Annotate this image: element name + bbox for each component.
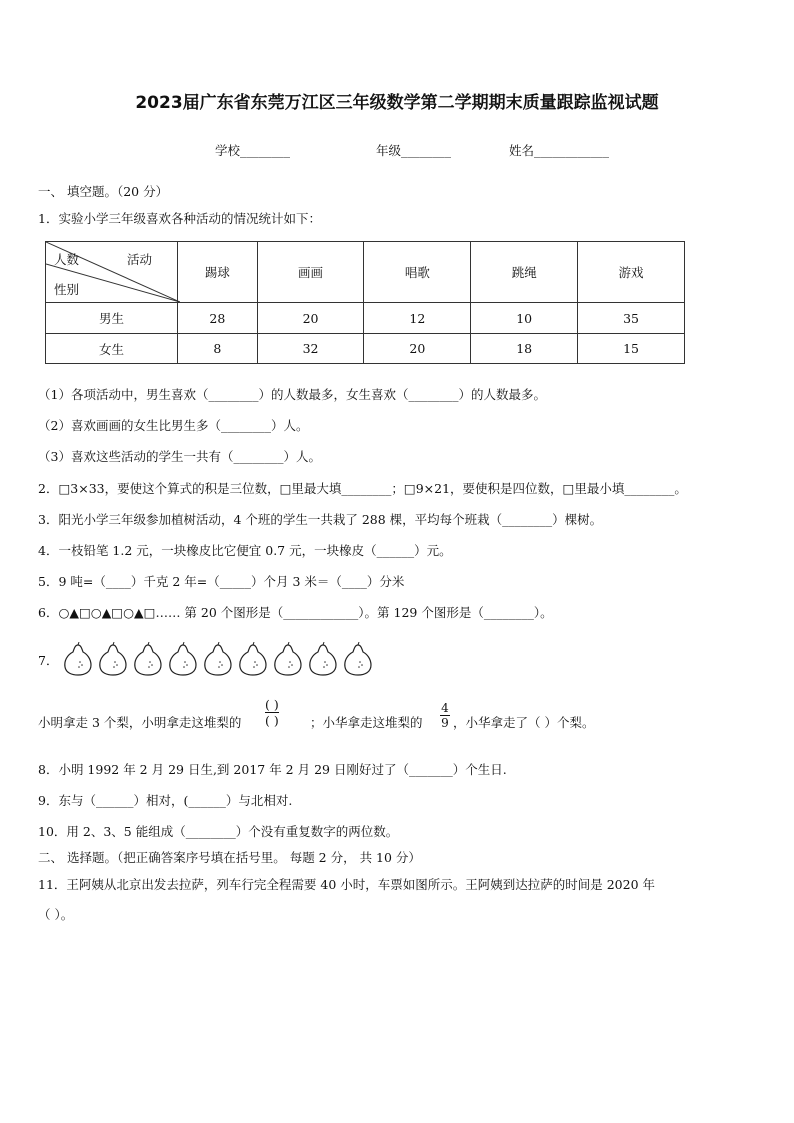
question-8: 8．小明 1992 年 2 月 29 日生,到 2017 年 2 月 29 日刚好过了（_______）个生日.: [38, 762, 507, 777]
pear-icon: [97, 642, 128, 676]
page-title: 2023届广东省东莞万江区三年级数学第二学期期末质量跟踪监视试题: [135, 93, 659, 113]
table-row: [46, 303, 685, 334]
header-cell: 跳绳: [471, 242, 578, 303]
fraction-denominator: 9: [441, 716, 449, 730]
pear-icon: [132, 642, 163, 676]
fraction-blank: [265, 697, 279, 728]
question-11-answer-blank: （ ）。: [38, 907, 74, 922]
header-cell: 踢球: [178, 242, 258, 303]
pear-pile: [62, 642, 373, 676]
question-7-part-a: 小明拿走 3 个梨，小明拿走这堆梨的: [38, 715, 242, 730]
pear-icon: [167, 642, 198, 676]
table-cell: 35: [578, 303, 685, 334]
section-2-heading: 二、 选择题。（把正确答案序号填在括号里。 每题 2 分， 共 10 分）: [38, 850, 421, 865]
question-7-part-c: ，小华拿走了（ ）个梨。: [453, 715, 595, 730]
fraction-four-ninths: [440, 701, 450, 730]
header-cell: 唱歌: [364, 242, 471, 303]
pear-icon: [342, 642, 373, 676]
corner-label-activity: 活动: [127, 252, 153, 267]
header-cell: 游戏: [578, 242, 685, 303]
question-1-3: （3）喜欢这些活动的学生一共有（________）人。: [38, 449, 321, 464]
activity-stats-table: [45, 241, 685, 364]
row-label: 男生: [46, 303, 178, 334]
school-field: 学校________: [215, 143, 291, 158]
question-6: 6．○▲□○▲□○▲□…… 第 20 个图形是（____________）。第 129 个图形是（________）。: [38, 605, 553, 620]
table-cell: 32: [257, 334, 364, 364]
fraction-numerator: 4: [441, 701, 449, 715]
section-1-heading: 一、 填空题。（20 分）: [38, 184, 169, 199]
table-cell: 20: [257, 303, 364, 334]
question-5: 5．9 吨=（____）千克 2 年=（_____）个月 3 米＝（____）分米: [38, 574, 405, 589]
table-cell: 28: [178, 303, 258, 334]
corner-label-count: 人数: [54, 252, 80, 267]
question-9: 9．东与（______）相对，(______）与北相对.: [38, 793, 293, 808]
fraction-denominator-blank: ( ): [265, 713, 279, 728]
table-corner-cell: [46, 242, 178, 303]
question-1-2: （2）喜欢画画的女生比男生多（________）人。: [38, 418, 309, 433]
header-cell: 画画: [257, 242, 364, 303]
name-field: 姓名____________: [509, 143, 610, 158]
question-2: 2．□3×33，要使这个算式的积是三位数，□里最大填________；□9×21，要使积是四位数，□里最小填________。: [38, 481, 687, 496]
question-1-1: （1）各项活动中，男生喜欢（________）的人数最多，女生喜欢（________）的人数最多。: [38, 387, 546, 402]
pear-icon: [272, 642, 303, 676]
pear-icon: [202, 642, 233, 676]
pear-icon: [307, 642, 338, 676]
table-cell: 12: [364, 303, 471, 334]
question-4: 4．一枝铅笔 1.2 元，一块橡皮比它便宜 0.7 元，一块橡皮（______）元。: [38, 543, 452, 558]
table-cell: 18: [471, 334, 578, 364]
table-cell: 15: [578, 334, 685, 364]
question-7-part-b: ；小华拿走这堆梨的: [310, 715, 423, 730]
table-cell: 8: [178, 334, 258, 364]
fraction-numerator-blank: ( ): [265, 697, 279, 712]
corner-label-gender: 性别: [54, 282, 80, 297]
table-cell: 10: [471, 303, 578, 334]
question-7-number: 7．: [38, 653, 59, 668]
pear-icon: [237, 642, 268, 676]
question-11: 11．王阿姨从北京出发去拉萨，列车行完全程需要 40 小时，车票如图所示。王阿姨到达拉萨的时间是 2020 年: [38, 877, 656, 892]
question-10: 10．用 2、3、5 能组成（________）个没有重复数字的两位数。: [38, 824, 399, 839]
row-label: 女生: [46, 334, 178, 364]
pear-icon: [62, 642, 93, 676]
grade-field: 年级________: [376, 143, 452, 158]
question-1: 1．实验小学三年级喜欢各种活动的情况统计如下：: [38, 211, 321, 226]
table-cell: 20: [364, 334, 471, 364]
table-row: [46, 334, 685, 364]
question-3: 3．阳光小学三年级参加植树活动，4 个班的学生一共栽了 288 棵，平均每个班栽（________）棵树。: [38, 512, 603, 527]
